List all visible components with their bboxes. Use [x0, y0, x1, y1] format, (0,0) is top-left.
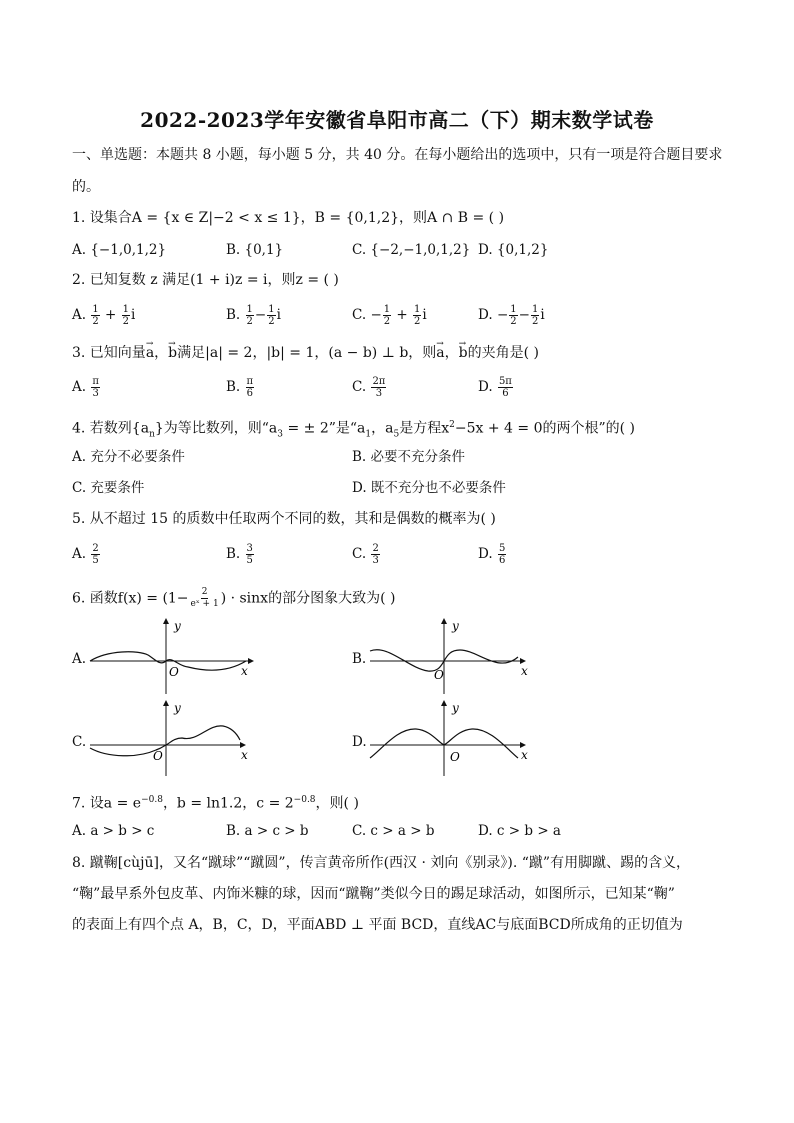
graph-a-label: A. [72, 651, 87, 667]
graph-d-origin: O [450, 750, 460, 764]
graph-b-origin: O [434, 668, 444, 682]
graph-a-x-label: x [241, 664, 248, 678]
graph-a-y-label: y [174, 619, 181, 633]
q5-option-d: D. $\frac{5}{6}$ [478, 543, 506, 566]
q1-option-c: C. {−2,−1,0,1,2} [352, 242, 471, 258]
question-2-stem: 2. 已知复数 z 满足(1 + i)z = i，则z = ( ) [72, 272, 339, 288]
graph-d [368, 698, 538, 778]
graph-b-label: B. [352, 651, 367, 667]
question-8-line2: “鞠”最早系外包皮革、内饰米糠的球，因而“蹴鞠”类似今日的踢足球活动，如图所示，已知某“鞠” [72, 886, 675, 902]
section-instructions-line2: 的。 [72, 179, 100, 195]
q1-option-b: B. {0,1} [226, 242, 284, 258]
q5-option-c: C. $\frac{2}{3}$ [352, 543, 379, 566]
question-1-stem: 1. 设集合A = {x ∈ Z|−2 < x ≤ 1}，B = {0,1,2}，则A ∩ B = ( ) [72, 210, 505, 226]
q2-option-c: C. − $\frac{1}{2}$ + $\frac{1}{2}$ i [352, 304, 427, 327]
q4-option-a: A. 充分不必要条件 [72, 449, 185, 465]
q1-option-d: D. {0,1,2} [478, 242, 549, 258]
question-5-stem: 5. 从不超过 15 的质数中任取两个不同的数，其和是偶数的概率为( ) [72, 511, 496, 527]
q3-option-d: D. $\frac{5\pi}{6}$ [478, 376, 512, 399]
graph-d-y-label: y [452, 701, 459, 715]
q7-option-b: B. a > c > b [226, 823, 309, 839]
q5-option-a: A. $\frac{2}{5}$ [72, 543, 99, 566]
q7-option-d: D. c > b > a [478, 823, 561, 839]
graph-a-origin: O [169, 665, 179, 679]
graph-c-x-label: x [241, 748, 248, 762]
q1-option-a: A. {−1,0,1,2} [72, 242, 167, 258]
q2-option-d: D. − $\frac{1}{2}$ − $\frac{1}{2}$ i [478, 304, 545, 327]
question-6-stem: 6. 函数f(x) = (1− $\frac{2}{\text{eˣ + 1}}$ ) · sinx的部分图象大致为( ) [72, 587, 396, 609]
q3-option-b: B. $\frac{\pi}{6}$ [226, 376, 254, 399]
q7-option-a: A. a > b > c [72, 823, 155, 839]
graph-d-x-label: x [521, 748, 528, 762]
page-title: 2022-2023学年安徽省阜阳市高二（下）期末数学试卷 [140, 108, 654, 132]
q4-option-c: C. 充要条件 [72, 480, 145, 496]
graph-a [88, 616, 258, 696]
graph-c-origin: O [153, 749, 163, 763]
question-8-line3: 的表面上有四个点 A，B，C，D，平面ABD ⊥ 平面 BCD，直线AC与底面BCD所成角的正切值为 [72, 917, 683, 933]
q5-option-b: B. $\frac{3}{5}$ [226, 543, 253, 566]
q3-option-a: A. $\frac{\pi}{3}$ [72, 376, 99, 399]
question-4-stem: 4. 若数列$\{a_n\}$为等比数列，则“$a_3$ = ± 2”是“$a_1$，$a_5$是方程$x^2-5x + 4 = 0$的两个根”的( ) [72, 420, 636, 440]
graph-c-y-label: y [174, 701, 181, 715]
q2-option-b: B. $\frac{1}{2}$ − $\frac{1}{2}$ i [226, 304, 281, 327]
q7-option-c: C. c > a > b [352, 823, 435, 839]
section-instructions-line1: 一、单选题：本题共 8 小题，每小题 5 分，共 40 分。在每小题给出的选项中，只有一项是符合题目要求 [72, 147, 723, 163]
q3-option-c: C. $\frac{2\pi}{3}$ [352, 376, 386, 399]
question-3-stem: 3. 已知向量→ a，→ b满足|a| = 2，|b| = 1，(a − b) ⊥ b，则→ a，→ b的夹角是( ) [72, 344, 539, 362]
question-7-stem: 7. 设$a = e^{-0.8}$，b = ln1.2，$c = 2^{-0.8}$，则( ) [72, 795, 359, 812]
q4-option-b: B. 必要不充分条件 [352, 449, 466, 465]
graph-b [368, 616, 538, 696]
graph-b-x-label: x [521, 664, 528, 678]
graph-c-label: C. [72, 734, 87, 750]
graph-d-label: D. [352, 734, 367, 750]
graph-c [88, 698, 258, 778]
q4-option-d: D. 既不充分也不必要条件 [352, 480, 506, 496]
q2-option-a: A. $\frac{1}{2}$ + $\frac{1}{2}$ i [72, 304, 136, 327]
question-8-line1: 8. 蹴鞠[cùjū]，又名“蹴球”“蹴圆”，传言黄帝所作(西汉 · 刘向《别录》). “蹴”有用脚蹴、踢的含义， [72, 855, 691, 871]
graph-b-y-label: y [452, 619, 459, 633]
